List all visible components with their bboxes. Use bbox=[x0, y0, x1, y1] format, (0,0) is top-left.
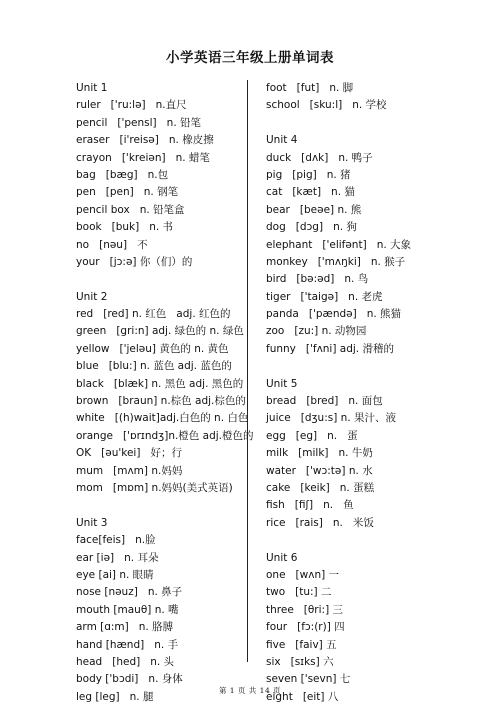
unit-heading: Unit 3 bbox=[76, 516, 108, 529]
column-divider bbox=[247, 80, 248, 662]
vocab-entry: pen [pen] n. 钢笔 bbox=[76, 186, 179, 199]
vocab-entry: five [faiv] 五 bbox=[266, 638, 337, 651]
vocab-entry: green [gri:n] adj. 绿色的 n. 绿色 bbox=[76, 325, 244, 338]
vocab-entry: face[feis] n.脸 bbox=[76, 534, 156, 547]
spacer bbox=[76, 497, 266, 514]
vocab-entry: funny ['fʌni] adj. 滑稽的 bbox=[266, 342, 394, 355]
vocab-entry: brown [braun] n.棕色 adj.棕色的 bbox=[76, 395, 246, 408]
unit-heading: Unit 4 bbox=[266, 134, 298, 147]
vocab-entry: one [wʌn] 一 bbox=[266, 568, 340, 581]
vocab-entry: hand [hænd] n. 手 bbox=[76, 638, 179, 651]
vocab-entry: book [buk] n. 书 bbox=[76, 221, 174, 234]
vocab-entry: bag [bæg] n.包 bbox=[76, 168, 169, 181]
vocab-entry: pig [pig] n. 猪 bbox=[266, 168, 351, 181]
vocab-entry: panda ['pændə] n. 熊猫 bbox=[266, 308, 402, 321]
vocab-entry: eraser [i'reisə] n. 橡皮擦 bbox=[76, 134, 214, 147]
vocab-entry: fish [fiʃ] n. 鱼 bbox=[266, 499, 354, 512]
vocab-entry: pencil ['pensl] n. 铅笔 bbox=[76, 116, 201, 129]
vocab-entry: seven ['sevn] 七 bbox=[266, 673, 351, 686]
right-column bbox=[266, 80, 456, 706]
vocab-entry: foot [fut] n. 脚 bbox=[266, 82, 354, 94]
vocab-entry: ruler ['ru:lə] n.直尺 bbox=[76, 99, 187, 112]
vocab-entry: zoo [zu:] n. 动物园 bbox=[266, 325, 367, 338]
vocab-entry: monkey ['mʌŋki] n. 猴子 bbox=[266, 255, 406, 268]
vocab-entry: eye [ai] n. 眼睛 bbox=[76, 568, 154, 581]
unit-heading: Unit 6 bbox=[266, 551, 298, 564]
vocab-entry: bear [beəe] n. 熊 bbox=[266, 203, 362, 216]
vocab-entry: yellow ['jeləu] 黄色的 n. 黄色 bbox=[76, 342, 229, 355]
vocab-entry: juice [dʒu:s] n. 果汁、液 bbox=[266, 412, 396, 425]
vocab-entry: school [sku:l] n. 学校 bbox=[266, 99, 387, 112]
vocab-entry: mum [mʌm] n.妈妈 bbox=[76, 464, 183, 477]
vocab-entry: egg [eg] n. 蛋 bbox=[266, 429, 358, 442]
vocab-entry: eight [eit] 八 bbox=[266, 690, 339, 703]
vocab-entry: nose [nəuz] n. 鼻子 bbox=[76, 586, 183, 599]
spacer bbox=[266, 358, 456, 375]
vocab-entry: cat [kæt] n. 猫 bbox=[266, 186, 355, 199]
vocab-entry: mouth [mauθ] n. 嘴 bbox=[76, 603, 179, 616]
vocab-entry: arm [ɑ:m] n. 胳膊 bbox=[76, 621, 174, 634]
vocab-entry: bird [bə:əd] n. 鸟 bbox=[266, 273, 369, 286]
vocab-entry: elephant ['elifənt] n. 大象 bbox=[266, 238, 412, 251]
unit-heading: Unit 1 bbox=[76, 82, 108, 94]
unit-heading: Unit 2 bbox=[76, 290, 108, 303]
vocab-entry: tiger ['taigə] n. 老虎 bbox=[266, 290, 383, 303]
vocab-entry: body ['bɔdi] n. 身体 bbox=[76, 673, 183, 686]
vocab-entry: your [jɔ:ə] 你（们）的 bbox=[76, 255, 193, 268]
vocab-entry: blue [blu:] n. 蓝色 adj. 蓝色的 bbox=[76, 360, 232, 373]
vocab-entry: six [sɪks] 六 bbox=[266, 655, 334, 668]
left-column bbox=[76, 80, 266, 706]
vocab-entry: OK [əu'kei] 好；行 bbox=[76, 447, 182, 460]
vocab-entry: white [(h)wait]adj.白色的 n. 白色 bbox=[76, 412, 249, 425]
vocab-entry: cake [keik] n. 蛋糕 bbox=[266, 481, 375, 494]
vocab-entry: water ['wɔ:tə] n. 水 bbox=[266, 464, 373, 477]
spacer bbox=[266, 115, 456, 132]
unit-heading: Unit 5 bbox=[266, 377, 298, 390]
vocab-entry: three [θri:] 三 bbox=[266, 603, 344, 616]
vocab-entry: head [hed] n. 头 bbox=[76, 655, 175, 668]
page-footer: 第 1 页 共 14 页 bbox=[218, 686, 282, 695]
vocab-entry: mom [mɒm] n.妈妈(美式英语) bbox=[76, 481, 233, 494]
vocab-entry: duck [dʌk] n. 鸭子 bbox=[266, 151, 373, 164]
vocab-entry: pencil box n. 铅笔盒 bbox=[76, 203, 185, 216]
vocab-entry: orange ['ɒrɪndʒ]n.橙色 adj.橙色的 bbox=[76, 429, 254, 442]
vocab-entry: black [blæk] n. 黑色 adj. 黑色的 bbox=[76, 377, 244, 390]
vocab-entry: ear [iə] n. 耳朵 bbox=[76, 551, 159, 564]
vocab-entry: dog [dɔg] n. 狗 bbox=[266, 221, 357, 234]
vocab-entry: leg [leg] n. 腿 bbox=[76, 690, 154, 703]
vocab-entry: red [red] n. 红色 adj. 红色的 bbox=[76, 308, 231, 321]
vocab-entry: rice [rais] n. 米饭 bbox=[266, 516, 374, 529]
spacer bbox=[76, 271, 266, 288]
vocab-entry: milk [milk] n. 牛奶 bbox=[266, 447, 373, 460]
vocab-entry: bread [bred] n. 面包 bbox=[266, 395, 383, 408]
page-title: 小学英语三年级上册单词表 bbox=[166, 50, 334, 66]
spacer bbox=[266, 532, 456, 549]
vocab-entry: two [tu:] 二 bbox=[266, 586, 332, 599]
vocab-entry: crayon ['kreiən] n. 蜡笔 bbox=[76, 151, 210, 164]
vocab-entry: no [nəu] 不 bbox=[76, 238, 148, 251]
vocab-entry: four [fɔ:(r)] 四 bbox=[266, 621, 345, 634]
